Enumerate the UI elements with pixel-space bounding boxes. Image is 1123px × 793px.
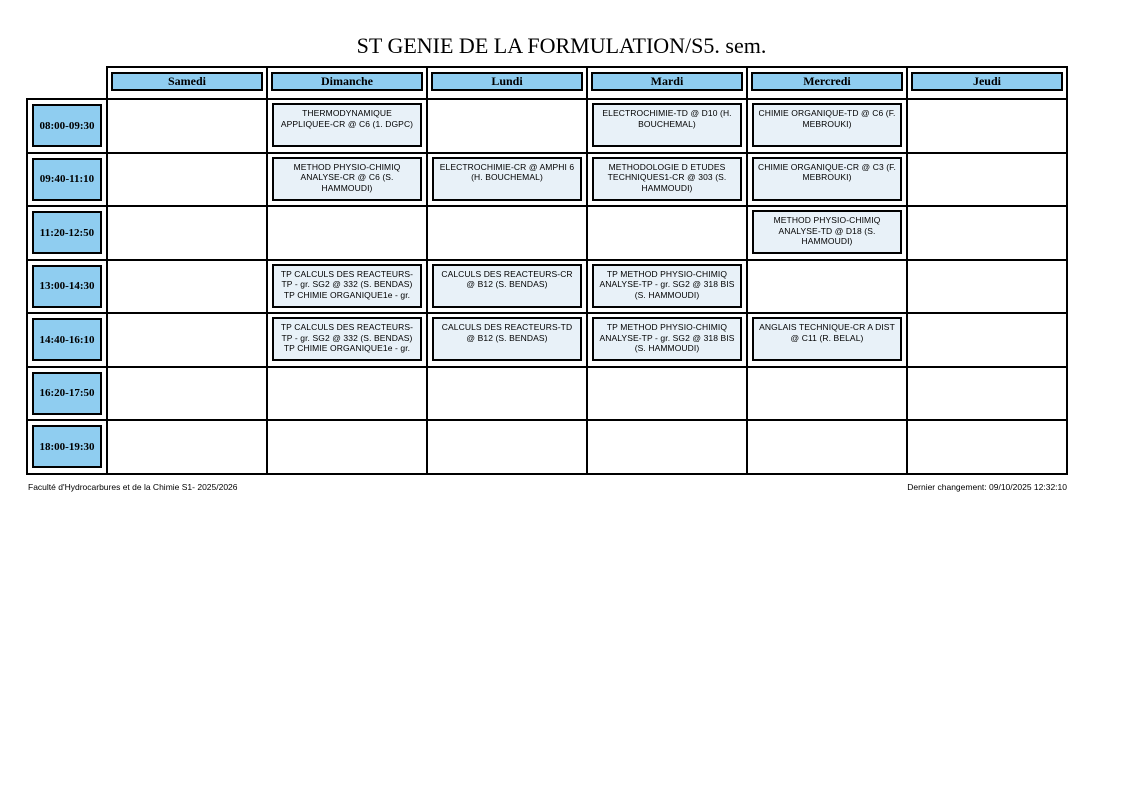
schedule-cell <box>267 420 427 474</box>
time-slot-row <box>27 153 1067 207</box>
course-entry[interactable]: ELECTROCHIMIE-CR @ AMPHI 6 (H. BOUCHEMAL) <box>432 157 582 201</box>
time-cell <box>27 420 107 474</box>
day-header-cell <box>587 67 747 99</box>
day-header-cell <box>907 67 1067 99</box>
course-entry[interactable]: TP METHOD PHYSIO-CHIMIQ ANALYSE-TP - gr. SG2 @ 318 BIS (S. HAMMOUDI) <box>592 264 742 308</box>
time-label: 16:20-17:50 <box>32 372 102 415</box>
corner-cell <box>27 67 107 99</box>
schedule-cell <box>907 260 1067 314</box>
course-entry[interactable]: CALCULS DES REACTEURS-CR @ B12 (S. BENDAS) <box>432 264 582 308</box>
schedule-cell <box>267 260 427 314</box>
day-header-cell <box>427 67 587 99</box>
schedule-cell <box>747 260 907 314</box>
course-entry[interactable]: THERMODYNAMIQUE APPLIQUEE-CR @ C6 (1. DGPC) <box>272 103 422 147</box>
day-header: Jeudi <box>911 72 1063 91</box>
schedule-cell <box>107 99 267 153</box>
course-entry[interactable]: METHODOLOGIE D ETUDES TECHNIQUES1-CR @ 303 (S. HAMMOUDI) <box>592 157 742 201</box>
time-slot-row <box>27 367 1067 421</box>
time-cell <box>27 153 107 207</box>
page-title: ST GENIE DE LA FORMULATION/S5. sem. <box>356 33 767 58</box>
schedule-cell <box>907 153 1067 207</box>
schedule-cell <box>587 153 747 207</box>
schedule-cell <box>907 206 1067 260</box>
schedule-cell <box>747 313 907 367</box>
schedule-cell <box>747 420 907 474</box>
day-header-cell <box>747 67 907 99</box>
schedule-cell <box>907 313 1067 367</box>
time-cell <box>27 206 107 260</box>
course-entry[interactable]: TP METHOD PHYSIO-CHIMIQ ANALYSE-TP - gr. SG2 @ 318 BIS (S. HAMMOUDI) <box>592 317 742 361</box>
time-cell <box>27 313 107 367</box>
schedule-cell <box>587 206 747 260</box>
schedule-cell <box>267 99 427 153</box>
schedule-cell <box>747 367 907 421</box>
schedule-cell <box>427 153 587 207</box>
schedule-cell <box>427 99 587 153</box>
schedule-cell <box>747 206 907 260</box>
time-cell <box>27 260 107 314</box>
schedule-cell <box>587 313 747 367</box>
day-header-row <box>27 67 1067 99</box>
time-slot-row <box>27 99 1067 153</box>
schedule-cell <box>267 153 427 207</box>
timetable <box>26 66 1068 475</box>
time-label: 11:20-12:50 <box>32 211 102 254</box>
schedule-cell <box>907 367 1067 421</box>
time-cell <box>27 367 107 421</box>
schedule-cell <box>587 367 747 421</box>
schedule-cell <box>587 260 747 314</box>
schedule-cell <box>107 260 267 314</box>
time-slot-row <box>27 206 1067 260</box>
schedule-cell <box>427 367 587 421</box>
day-header-cell <box>107 67 267 99</box>
schedule-cell <box>747 99 907 153</box>
schedule-cell <box>747 153 907 207</box>
course-entry[interactable]: ELECTROCHIMIE-TD @ D10 (H. BOUCHEMAL) <box>592 103 742 147</box>
schedule-cell <box>107 313 267 367</box>
schedule-cell <box>107 367 267 421</box>
day-header: Lundi <box>431 72 583 91</box>
time-label: 09:40-11:10 <box>32 158 102 201</box>
time-label: 08:00-09:30 <box>32 104 102 147</box>
time-label: 18:00-19:30 <box>32 425 102 468</box>
course-entry[interactable]: CHIMIE ORGANIQUE-TD @ C6 (F. MEBROUKI) <box>752 103 902 147</box>
time-label: 14:40-16:10 <box>32 318 102 361</box>
schedule-cell <box>267 367 427 421</box>
course-entry[interactable]: CHIMIE ORGANIQUE-CR @ C3 (F. MEBROUKI) <box>752 157 902 201</box>
day-header: Samedi <box>111 72 263 91</box>
day-header: Dimanche <box>271 72 423 91</box>
course-entry[interactable]: METHOD PHYSIO-CHIMIQ ANALYSE-TD @ D18 (S. HAMMOUDI) <box>752 210 902 254</box>
course-entry[interactable]: TP CALCULS DES REACTEURS-TP - gr. SG2 @ 332 (S. BENDAS) TP CHIMIE ORGANIQUE1e - gr. <box>272 317 422 361</box>
course-entry[interactable]: TP CALCULS DES REACTEURS-TP - gr. SG2 @ 332 (S. BENDAS) TP CHIMIE ORGANIQUE1e - gr. <box>272 264 422 308</box>
day-header: Mardi <box>591 72 743 91</box>
day-header-cell <box>267 67 427 99</box>
schedule-cell <box>427 260 587 314</box>
time-slot-row <box>27 260 1067 314</box>
schedule-cell <box>427 420 587 474</box>
schedule-cell <box>107 206 267 260</box>
day-header: Mercredi <box>751 72 903 91</box>
time-slot-row <box>27 420 1067 474</box>
schedule-cell <box>427 313 587 367</box>
time-slot-row <box>27 313 1067 367</box>
schedule-cell <box>907 99 1067 153</box>
schedule-cell <box>107 153 267 207</box>
course-entry[interactable]: METHOD PHYSIO-CHIMIQ ANALYSE-CR @ C6 (S. HAMMOUDI) <box>272 157 422 201</box>
schedule-cell <box>587 420 747 474</box>
time-cell <box>27 99 107 153</box>
time-label: 13:00-14:30 <box>32 265 102 308</box>
schedule-cell <box>267 206 427 260</box>
course-entry[interactable]: ANGLAIS TECHNIQUE-CR A DIST @ C11 (R. BELAL) <box>752 317 902 361</box>
course-entry[interactable]: CALCULS DES REACTEURS-TD @ B12 (S. BENDAS) <box>432 317 582 361</box>
schedule-cell <box>107 420 267 474</box>
schedule-cell <box>427 206 587 260</box>
schedule-cell <box>907 420 1067 474</box>
footer-last-change: Dernier changement: 09/10/2025 12:32:10 <box>907 482 1067 492</box>
schedule-cell <box>587 99 747 153</box>
schedule-cell <box>267 313 427 367</box>
footer-faculty: Faculté d'Hydrocarbures et de la Chimie S1- 2025/2026 <box>28 482 238 492</box>
